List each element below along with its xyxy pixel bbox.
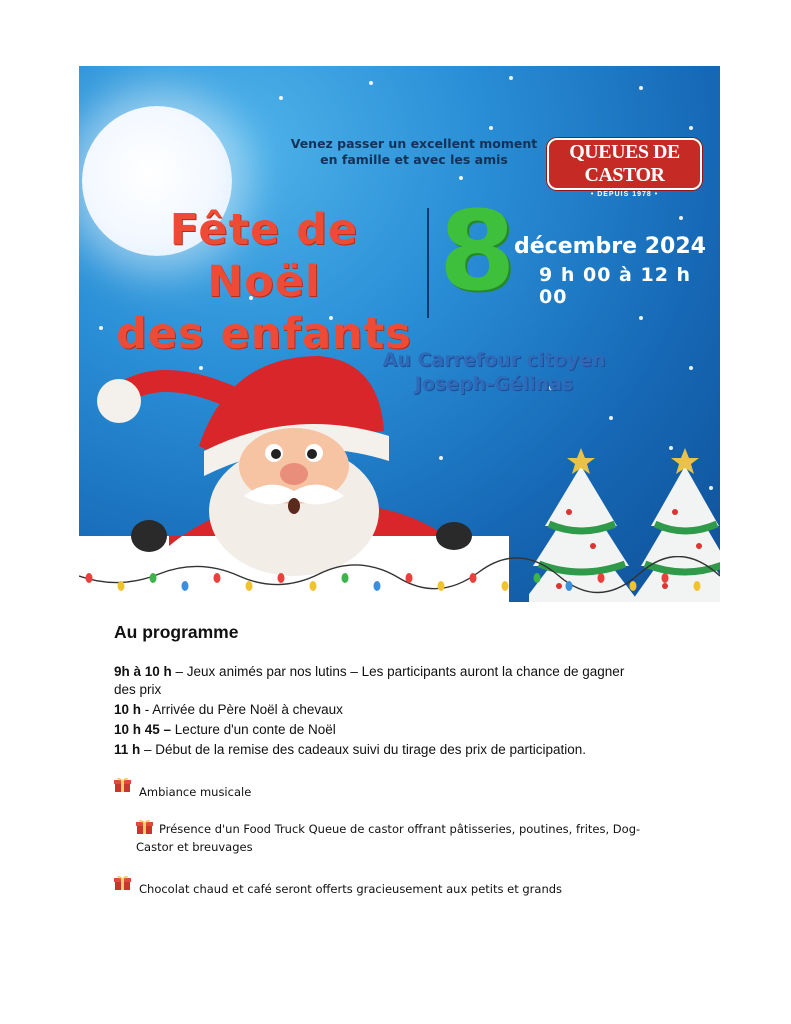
snowflake — [279, 96, 283, 100]
extra-item-music: Ambiance musicale — [139, 785, 252, 799]
extra-item-hot-chocolate: Chocolat chaud et café seront offerts gracieusement aux petits et grands — [139, 882, 563, 896]
programme-item — [114, 663, 674, 681]
event-month-year: décembre 2024 — [514, 234, 706, 259]
light-bulb — [662, 573, 669, 583]
light-bulb — [86, 573, 93, 583]
queues-de-castor-logo — [547, 138, 702, 198]
gift-icon — [114, 874, 131, 891]
light-bulb — [694, 581, 701, 591]
programme-text: – Jeux animés par nos lutins – Les participants auront la chance de gagner — [171, 664, 625, 679]
light-bulb — [438, 581, 445, 591]
programme-item — [114, 701, 674, 719]
light-bulb — [310, 581, 317, 591]
title-divider — [427, 208, 429, 318]
snowflake — [609, 416, 613, 420]
snowflake — [689, 366, 693, 370]
tagline-line2: en famille et avec les amis — [320, 152, 508, 167]
logo-wordmark: QUEUES DE CASTOR — [547, 138, 702, 190]
snowflake — [459, 176, 463, 180]
title-line2: des enfants — [116, 309, 412, 359]
event-hours: 9 h 00 à 12 h 00 — [539, 264, 692, 308]
programme-heading: Au programme — [114, 622, 239, 642]
snowflake — [99, 326, 103, 330]
hat-pompom — [97, 379, 141, 423]
light-bulb — [406, 573, 413, 583]
programme-item — [114, 741, 674, 759]
snowflake — [679, 216, 683, 220]
snowflake — [689, 126, 693, 130]
light-bulb — [470, 573, 477, 583]
tagline-line1: Venez passer un excellent moment — [290, 136, 538, 151]
poster-tagline — [279, 136, 549, 168]
title-line1: Fête de Noël — [169, 205, 359, 307]
light-bulb — [118, 581, 125, 591]
right-mitten — [436, 522, 472, 550]
snowflake — [489, 126, 493, 130]
programme-time: 9h à 10 h — [114, 664, 172, 679]
programme-item-continuation: des prix — [114, 682, 162, 697]
light-bulb — [214, 573, 221, 583]
light-bulb — [566, 581, 573, 591]
light-bulb — [246, 581, 253, 591]
programme-text: – Début de la remise des cadeaux suivi du tirage des prix de participation. — [140, 742, 587, 757]
christmas-lights-garland — [79, 556, 720, 602]
location-line1: Au Carrefour citoyen — [382, 349, 606, 371]
programme-time: 11 h — [114, 742, 141, 757]
event-day: 8 — [439, 187, 516, 315]
light-bulb — [182, 581, 189, 591]
light-bulb — [278, 573, 285, 583]
light-bulb — [534, 573, 541, 583]
extra-item-food-truck-line1: Présence d'un Food Truck Queue de castor offrant pâtisseries, poutines, frites, Dog- — [159, 822, 641, 836]
light-bulb — [150, 573, 157, 583]
left-mitten — [131, 520, 167, 552]
light-bulb — [502, 581, 509, 591]
light-bulb — [598, 573, 605, 583]
snowflake — [509, 76, 513, 80]
logo-since: • DEPUIS 1978 • — [590, 191, 659, 198]
programme-time: 10 h 45 – — [114, 722, 172, 737]
programme-item — [114, 721, 674, 739]
location-line2: Joseph-Gélinas — [414, 373, 574, 395]
snowflake — [639, 86, 643, 90]
programme-text: Lecture d'un conte de Noël — [171, 722, 336, 737]
snowflake — [639, 316, 643, 320]
extra-item-food-truck-line2: Castor et breuvages — [136, 840, 253, 854]
light-bulb — [374, 581, 381, 591]
light-bulb — [630, 581, 637, 591]
gift-icon — [136, 818, 153, 835]
programme-text: - Arrivée du Père Noël à chevaux — [141, 702, 343, 717]
event-poster — [79, 66, 720, 602]
programme-time: 10 h — [114, 702, 142, 717]
light-bulb — [342, 573, 349, 583]
gift-icon — [114, 776, 131, 793]
snowflake — [369, 81, 373, 85]
